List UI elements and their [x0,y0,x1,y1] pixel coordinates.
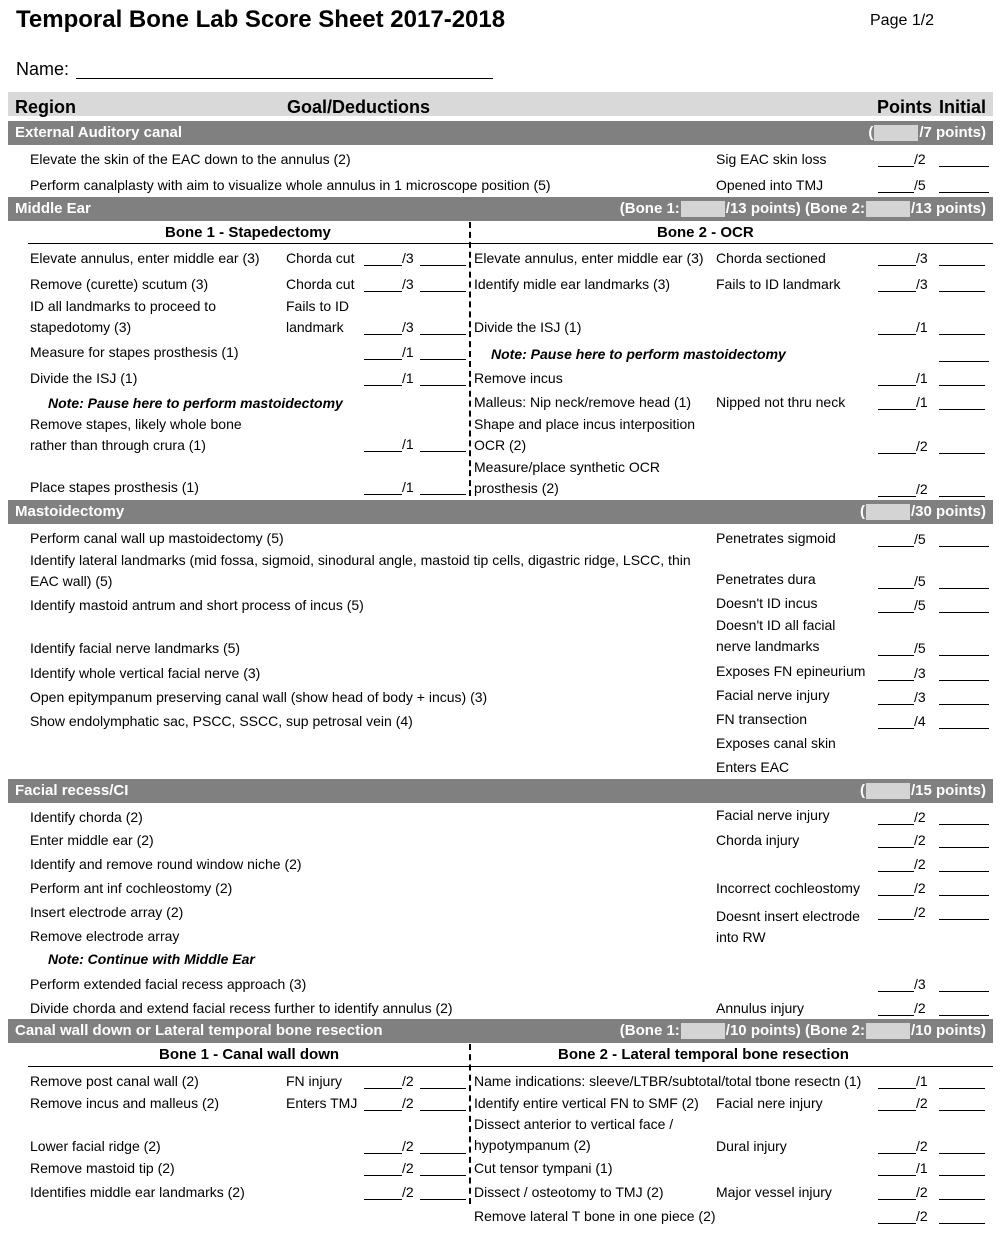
initial-field[interactable] [420,1153,466,1154]
initial-field[interactable] [420,385,466,386]
initial-field[interactable] [420,1088,466,1089]
score-max: /1 [916,1160,928,1176]
deduction-text: Exposes canal skin [716,735,836,751]
section-total: ( /7 points) [868,124,986,141]
goal-text: Remove stapes, likely whole bone [30,416,242,432]
deduction-text: Chorda sectioned [716,250,826,266]
score-field[interactable] [878,680,914,681]
score-field[interactable] [878,1015,914,1016]
section-bar-eac [8,121,993,145]
goal-text: rather than through crura (1) [30,437,206,453]
score-field[interactable] [364,359,402,360]
column-header [8,92,993,116]
score-max: /3 [402,250,414,266]
goal-text: Divide the ISJ (1) [474,319,582,335]
initial-field[interactable] [420,334,466,335]
goal-text: Remove post canal wall (2) [30,1073,199,1089]
section-total: (Bone 1: /10 points) (Bone 2: /10 points) [619,1022,986,1039]
col-region: Region [15,97,76,117]
section-bar-facial-recess [8,779,993,803]
initial-field[interactable] [420,1199,466,1200]
initial-field[interactable] [939,1088,985,1089]
initial-field[interactable] [939,1153,985,1154]
goal-text: Identify lateral landmarks (mid fossa, sigmoid, sinodural angle, mastoid tip cells, digastric ridge, LSCC, thin [30,552,691,568]
goal-text: Perform canalplasty with aim to visualize whole annulus in 1 microscope position (5) [30,177,551,193]
score-field[interactable] [364,1088,402,1089]
bone2-heading: Bone 2 - Lateral temporal bone resection [558,1046,849,1063]
goal-text: Enter middle ear (2) [30,832,154,848]
section-title: Mastoidectomy [15,503,125,520]
goal-text: Perform extended facial recess approach (3) [30,976,307,992]
note: Note: Pause here to perform mastoidectomy [48,395,343,411]
section-title: Facial recess/CI [15,782,129,799]
deduction-text: Opened into TMJ [716,177,824,193]
col-initial: Initial [939,97,987,117]
page-number: Page 1/2 [870,12,935,29]
score-field[interactable] [878,871,914,872]
initial-field[interactable] [939,334,985,335]
bone1-total-input[interactable] [681,201,725,217]
score-max: /3 [914,689,926,705]
score-field[interactable] [878,824,914,825]
initial-field[interactable] [939,1015,989,1016]
initial-field[interactable] [420,494,466,495]
initial-field[interactable] [939,453,985,454]
score-max: /3 [916,276,928,292]
deduction-text: into RW [716,929,766,945]
initial-field[interactable] [939,824,989,825]
score-field[interactable] [878,166,914,167]
initial-field[interactable] [939,361,989,362]
score-field[interactable] [878,291,916,292]
deduction-text: landmark [286,319,344,335]
score-max: /2 [402,1073,414,1089]
deduction-text: Dural injury [716,1138,787,1154]
score-max: /5 [914,597,926,613]
deduction-text: Doesn't ID incus [716,595,818,611]
deduction-text: nerve landmarks [716,638,820,654]
goal-text: Show endolymphatic sac, PSCC, SSCC, sup petrosal vein (4) [30,713,413,729]
score-field[interactable] [878,496,916,497]
goal-text: hypotympanum (2) [474,1137,591,1153]
deduction-text: Chorda cut [286,250,355,266]
score-max: /2 [914,151,926,167]
score-field[interactable] [878,546,914,547]
initial-field[interactable] [939,680,989,681]
score-max: /1 [916,319,928,335]
score-max: /2 [914,880,926,896]
column-divider [469,222,471,496]
deduction-text: Fails to ID [286,298,350,314]
score-field[interactable] [364,385,402,386]
goal-text: Open epitympanum preserving canal wall (show head of body + incus) (3) [30,689,488,705]
initial-field[interactable] [420,265,466,266]
deduction-text: Annulus injury [716,1000,804,1016]
deduction-text: Nipped not thru neck [716,394,846,410]
initial-field[interactable] [420,359,466,360]
score-max: /2 [916,481,928,497]
goal-text: Identify mastoid antrum and short process of incus (5) [30,597,364,613]
score-max: /3 [916,250,928,266]
goal-text: Identify facial nerve landmarks (5) [30,640,241,656]
initial-field[interactable] [939,728,989,729]
score-field[interactable] [878,655,914,656]
score-field[interactable] [878,385,916,386]
goal-text: Dissect / osteotomy to TMJ (2) [474,1184,664,1200]
score-max: /1 [402,479,414,495]
initial-field[interactable] [420,1175,466,1176]
section-total: ( /15 points) [859,782,986,799]
initial-field[interactable] [939,385,985,386]
score-max: /1 [402,370,414,386]
section-total: (Bone 1: /13 points) (Bone 2: /13 points) [619,200,986,217]
deduction-text: Sig EAC skin loss [716,151,827,167]
goal-text: ID all landmarks to proceed to [30,298,216,314]
initial-field[interactable] [939,265,985,266]
goal-text: Shape and place incus interposition [474,416,696,432]
initial-field[interactable] [939,991,989,992]
initial-field[interactable] [939,166,989,167]
initial-field[interactable] [939,847,989,848]
deduction-text: Enters EAC [716,759,790,775]
score-field[interactable] [364,451,402,452]
score-field[interactable] [878,409,916,410]
name-label: Name: [16,59,70,79]
goal-text: Identify chorda (2) [30,809,143,825]
deduction-text: Exposes FN epineurium [716,663,866,679]
section-total: ( /30 points) [859,503,986,520]
total-input[interactable] [866,783,910,799]
divider [28,1066,993,1067]
score-max: /2 [402,1184,414,1200]
name-field-line[interactable] [76,78,493,79]
goal-text: prosthesis (2) [474,480,559,496]
bone1-heading: Bone 1 - Stapedectomy [165,224,331,241]
bone2-total-input[interactable] [866,201,910,217]
score-field[interactable] [878,1223,916,1224]
initial-field[interactable] [939,1199,985,1200]
deduction-text: Penetrates sigmoid [716,530,836,546]
score-field[interactable] [878,334,916,335]
column-divider [469,1044,471,1204]
score-field[interactable] [878,1153,916,1154]
score-field[interactable] [878,728,914,729]
goal-text: Lower facial ridge (2) [30,1138,161,1154]
score-field[interactable] [878,919,914,920]
score-field[interactable] [878,1110,916,1111]
score-max: /4 [914,713,926,729]
deduction-text: Major vessel injury [716,1184,832,1200]
col-goal: Goal/Deductions [287,97,431,117]
goal-text: Elevate annulus, enter middle ear (3) [30,250,260,266]
initial-field[interactable] [939,612,989,613]
deduction-text: Penetrates dura [716,571,816,587]
score-max: /1 [916,394,928,410]
score-field[interactable] [878,991,914,992]
initial-field[interactable] [939,546,989,547]
score-max: /2 [916,438,928,454]
section-title: Canal wall down or Lateral temporal bone resection [15,1022,383,1039]
score-field[interactable] [364,1110,402,1111]
deduction-text: Doesn't ID all facial [716,617,836,633]
score-max: /1 [916,370,928,386]
score-field[interactable] [878,704,914,705]
deduction-text: Chorda injury [716,832,800,848]
score-max: /2 [916,1208,928,1224]
section-bar-canal-wall-down [8,1019,993,1043]
goal-text: Elevate the skin of the EAC down to the annulus (2) [30,151,351,167]
score-max: /2 [402,1138,414,1154]
score-max: /2 [914,809,926,825]
goal-text: Remove electrode array [30,928,180,944]
deduction-text: Incorrect cochleostomy [716,880,860,896]
goal-text: Remove mastoid tip (2) [30,1160,175,1176]
score-max: /2 [914,904,926,920]
score-max: /2 [914,856,926,872]
score-max: /3 [914,665,926,681]
initial-field[interactable] [939,1110,985,1111]
score-field[interactable] [878,265,916,266]
goal-text: Divide chorda and extend facial recess further to identify annulus (2) [30,1000,453,1016]
bone1-heading: Bone 1 - Canal wall down [159,1046,340,1063]
score-max: /3 [402,319,414,335]
score-field[interactable] [364,1199,402,1200]
score-field[interactable] [364,334,402,335]
goal-text: Remove incus [474,370,563,386]
score-max: /1 [916,1073,928,1089]
goal-text: Malleus: Nip neck/remove head (1) [474,394,692,410]
initial-field[interactable] [420,291,466,292]
deduction-text: Chorda cut [286,276,355,292]
goal-text: Place stapes prosthesis (1) [30,479,199,495]
score-max: /2 [916,1184,928,1200]
goal-text: Identify whole vertical facial nerve (3) [30,665,261,681]
goal-text: Remove incus and malleus (2) [30,1095,220,1111]
score-max: /5 [914,177,926,193]
initial-field[interactable] [420,451,466,452]
initial-field[interactable] [939,655,989,656]
deduction-text: Enters TMJ [286,1095,358,1111]
goal-text: Remove (curette) scutum (3) [30,276,209,292]
initial-field[interactable] [939,409,985,410]
goal-text: Divide the ISJ (1) [30,370,138,386]
page-title: Temporal Bone Lab Score Sheet 2017-2018 [16,6,506,33]
section-title: Middle Ear [15,200,91,217]
goal-text: OCR (2) [474,437,527,453]
score-field[interactable] [878,847,914,848]
divider [28,243,993,244]
score-field[interactable] [878,612,914,613]
deduction-text: Doesnt insert electrode [716,908,860,924]
deduction-text: Facial nerve injury [716,807,830,823]
initial-field[interactable] [939,1175,985,1176]
score-field[interactable] [878,895,914,896]
score-max: /3 [402,276,414,292]
goal-text: Cut tensor tympani (1) [474,1160,613,1176]
note: Note: Pause here to perform mastoidectomy [491,346,786,362]
goal-text: Elevate annulus, enter middle ear (3) [474,250,704,266]
goal-text: EAC wall) (5) [30,573,113,589]
section-title: External Auditory canal [15,124,182,141]
score-max: /2 [914,1000,926,1016]
score-field[interactable] [878,192,914,193]
bone2-heading: Bone 2 - OCR [657,224,754,241]
score-field[interactable] [364,291,402,292]
score-field[interactable] [364,494,402,495]
score-field[interactable] [364,1175,402,1176]
deduction-text: Fails to ID landmark [716,276,841,292]
goal-text: Insert electrode array (2) [30,904,184,920]
score-field[interactable] [878,453,916,454]
score-max: /5 [914,640,926,656]
goal-text: Identify midle ear landmarks (3) [474,276,671,292]
goal-text: Perform canal wall up mastoidectomy (5) [30,530,284,546]
score-field[interactable] [364,265,402,266]
score-field[interactable] [878,1088,916,1089]
initial-field[interactable] [939,291,985,292]
initial-field[interactable] [420,1110,466,1111]
initial-field[interactable] [939,192,989,193]
goal-text: Identifies middle ear landmarks (2) [30,1184,245,1200]
section-bar-middle-ear [8,197,993,221]
score-max: /2 [914,832,926,848]
initial-field[interactable] [939,919,989,920]
note: Note: Continue with Middle Ear [48,951,255,967]
score-field[interactable] [878,588,914,589]
initial-field[interactable] [939,895,989,896]
deduction-text: Facial nerve injury [716,687,830,703]
score-max: /2 [402,1095,414,1111]
goal-text: Perform ant inf cochleostomy (2) [30,880,233,896]
score-max: /2 [402,1160,414,1176]
deduction-text: FN injury [286,1073,343,1089]
score-max: /2 [916,1095,928,1111]
total-input[interactable] [874,125,918,141]
score-field[interactable] [878,1199,916,1200]
initial-field[interactable] [939,1223,985,1224]
goal-text: Name indications: sleeve/LTBR/subtotal/total tbone resectn (1) [474,1073,862,1089]
goal-text: Identify entire vertical FN to SMF (2) [474,1095,699,1111]
deduction-text: Facial nere injury [716,1095,823,1111]
goal-text: Identify and remove round window niche (2) [30,856,302,872]
score-field[interactable] [364,1153,402,1154]
initial-field[interactable] [939,704,989,705]
score-max: /5 [914,531,926,547]
score-max: /1 [402,344,414,360]
score-max: /2 [916,1138,928,1154]
bone2-total-input[interactable] [866,1023,910,1039]
goal-text: stapedotomy (3) [30,319,132,335]
score-max: /1 [402,436,414,452]
score-max: /5 [914,573,926,589]
initial-field[interactable] [939,588,989,589]
total-input[interactable] [866,504,910,520]
col-points: Points [877,97,933,117]
deduction-text: FN transection [716,711,808,727]
score-max: /3 [914,976,926,992]
bone1-total-input[interactable] [681,1023,725,1039]
goal-text: Measure/place synthetic OCR [474,459,660,475]
initial-field[interactable] [939,871,989,872]
initial-field[interactable] [939,496,985,497]
goal-text: Remove lateral T bone in one piece (2) [474,1208,716,1224]
section-bar-mastoid [8,500,993,524]
goal-text: Measure for stapes prosthesis (1) [30,344,239,360]
goal-text: Dissect anterior to vertical face / [474,1116,674,1132]
score-field[interactable] [878,1175,916,1176]
